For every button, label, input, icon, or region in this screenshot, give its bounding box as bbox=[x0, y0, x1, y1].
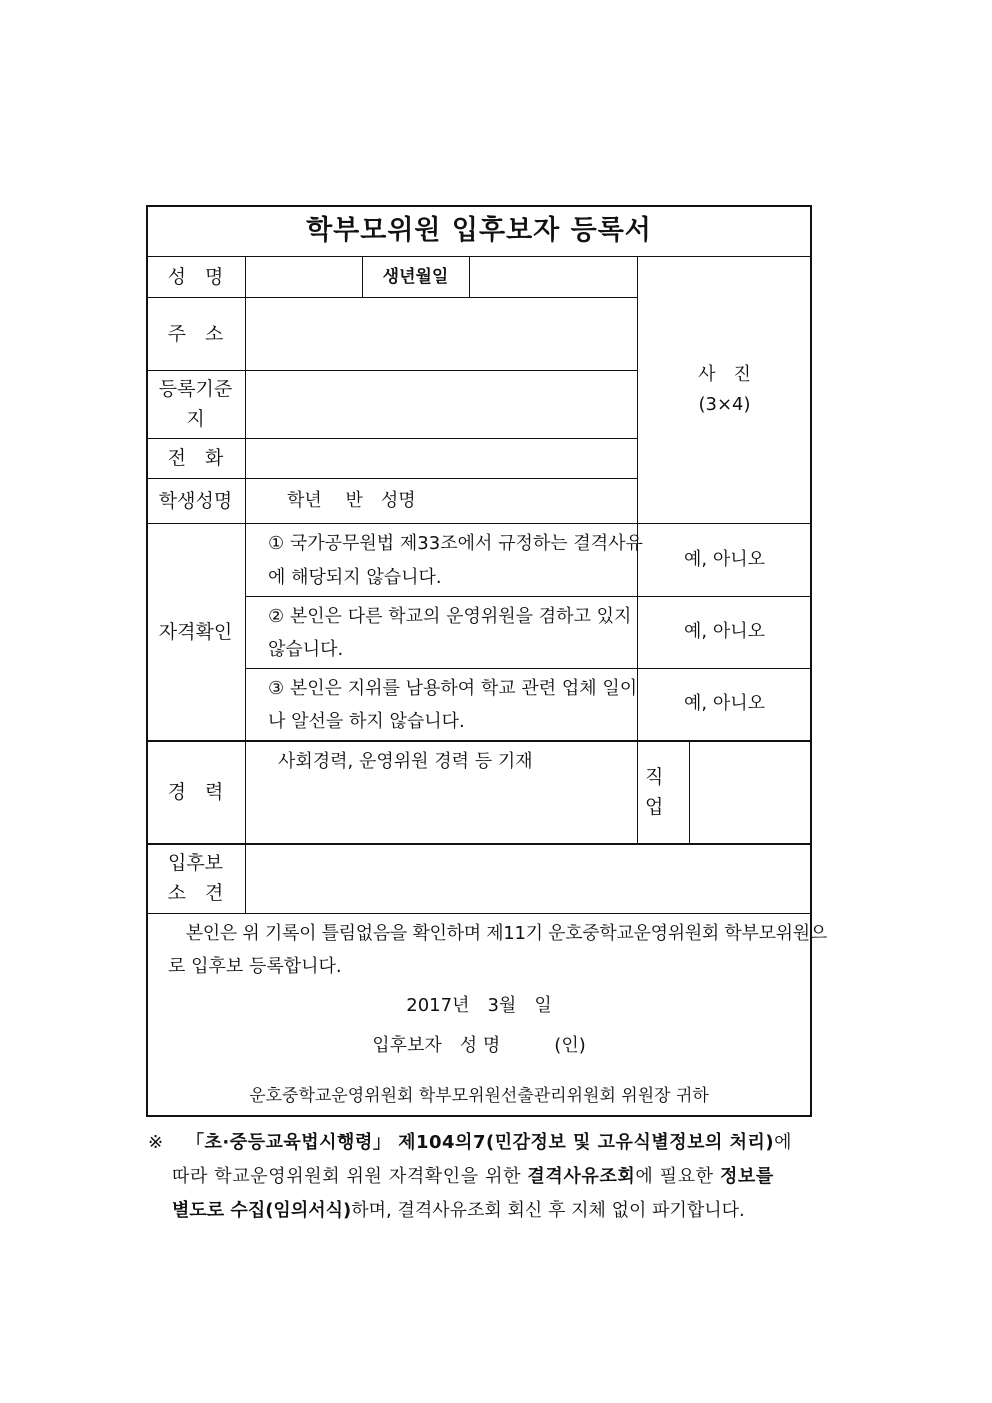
student-name-label: 학생성명 bbox=[158, 489, 233, 512]
photo-label: 사 진 bbox=[698, 363, 751, 385]
qualification-label: 자격확인 bbox=[158, 620, 233, 643]
career-label: 경 력 bbox=[167, 780, 224, 803]
qualification-text-line1: ① 국가공무원법 제33조에서 규정하는 결격사유 bbox=[268, 533, 643, 554]
qualification-item bbox=[268, 600, 630, 634]
qualification-text-line2: 에 해당되지 않습니다. bbox=[268, 567, 442, 588]
birth-field[interactable] bbox=[469, 256, 637, 297]
addressee-line: 운호중학교운영위원회 학부모위원선출관리위원회 위원장 귀하 bbox=[249, 1086, 709, 1106]
opinion-field[interactable] bbox=[245, 843, 812, 913]
name-label: 성 명 bbox=[167, 265, 224, 288]
qualification-item bbox=[268, 527, 643, 561]
qualification-answer[interactable]: 예, 아니오 bbox=[684, 548, 765, 570]
registered-domicile-field[interactable] bbox=[245, 370, 637, 438]
qualification-text-line1: ② 본인은 다른 학교의 운영위원을 겸하고 있지 bbox=[268, 606, 632, 627]
address-field[interactable] bbox=[245, 297, 637, 370]
note-text: 따라 학교운영위원회 위원 자격확인을 위한 bbox=[172, 1166, 528, 1187]
opinion-label-line1: 입후보 bbox=[167, 852, 224, 874]
privacy-note-line3 bbox=[148, 1194, 854, 1228]
photo-area bbox=[637, 256, 812, 523]
note-emphasis: 정보를 bbox=[719, 1166, 774, 1187]
qualification-item bbox=[268, 672, 638, 706]
registered-domicile-label-line2: 지 bbox=[186, 408, 205, 430]
phone-field[interactable] bbox=[245, 438, 637, 478]
divider bbox=[146, 913, 812, 914]
career-hint[interactable]: 사회경력, 운영위원 경력 등 기재 bbox=[278, 751, 533, 772]
date-line: 2017년 3월 일 bbox=[406, 995, 552, 1016]
qualification-answer[interactable]: 예, 아니오 bbox=[684, 621, 765, 642]
photo-size: (3×4) bbox=[698, 393, 751, 415]
job-label-line2: 업 bbox=[645, 795, 664, 818]
qualification-item bbox=[268, 633, 630, 667]
form-title: 학부모위원 입후보자 등록서 bbox=[306, 214, 652, 246]
note-text: 에 bbox=[774, 1132, 793, 1153]
note-emphasis: 별도로 수집(임의서식) bbox=[172, 1200, 352, 1221]
registered-domicile-label-line1: 등록기준 bbox=[158, 378, 233, 400]
job-field[interactable] bbox=[689, 740, 812, 843]
signer-line: 입후보자 성 명 (인) bbox=[372, 1035, 586, 1056]
opinion-label-line2: 소 견 bbox=[167, 882, 224, 904]
job-label bbox=[637, 740, 689, 843]
qualification-text-line2: 않습니다. bbox=[268, 639, 344, 660]
phone-label: 전 화 bbox=[167, 447, 224, 469]
address-label: 주 소 bbox=[167, 322, 224, 345]
opinion-label bbox=[146, 843, 245, 913]
birth-label: 생년월일 bbox=[382, 266, 449, 287]
privacy-note-line1 bbox=[148, 1126, 854, 1160]
note-text: 에 필요한 bbox=[635, 1166, 720, 1187]
note-emphasis: 결격사유조회 bbox=[527, 1166, 636, 1187]
qualification-text-line1: ③ 본인은 지위를 남용하여 학교 관련 업체 일이 bbox=[268, 678, 638, 699]
qualification-text-line2: 나 알선을 하지 않습니다. bbox=[268, 711, 465, 732]
name-field[interactable] bbox=[245, 256, 362, 297]
note-mark: ※ bbox=[148, 1132, 164, 1153]
declaration-line2: 로 입후보 등록합니다. bbox=[168, 956, 342, 977]
registered-domicile-label bbox=[146, 370, 245, 438]
note-line3-text bbox=[172, 1194, 745, 1228]
privacy-note-line2 bbox=[148, 1160, 854, 1194]
note-line1-text bbox=[186, 1126, 792, 1160]
declaration-line1: 본인은 위 기록이 틀림없음을 확인하며 제11기 운호중학교운영위원회 학부모위원으 bbox=[168, 923, 827, 944]
note-law-reference: 「초·중등교육법시행령」 제104의7(민감정보 및 고유식별정보의 처리) bbox=[186, 1132, 775, 1153]
qualification-item bbox=[268, 705, 630, 739]
job-label-line1: 직 bbox=[645, 765, 664, 788]
privacy-note bbox=[148, 1126, 854, 1228]
registration-form bbox=[146, 205, 827, 1117]
note-text: 하며, 결격사유조회 회신 후 지체 없이 파기합니다. bbox=[351, 1200, 745, 1221]
qualification-item bbox=[268, 561, 630, 595]
note-line2-text bbox=[172, 1160, 774, 1194]
qualification-answer[interactable]: 예, 아니오 bbox=[684, 693, 765, 714]
student-name-field[interactable]: 학년 반 성명 bbox=[287, 489, 416, 511]
